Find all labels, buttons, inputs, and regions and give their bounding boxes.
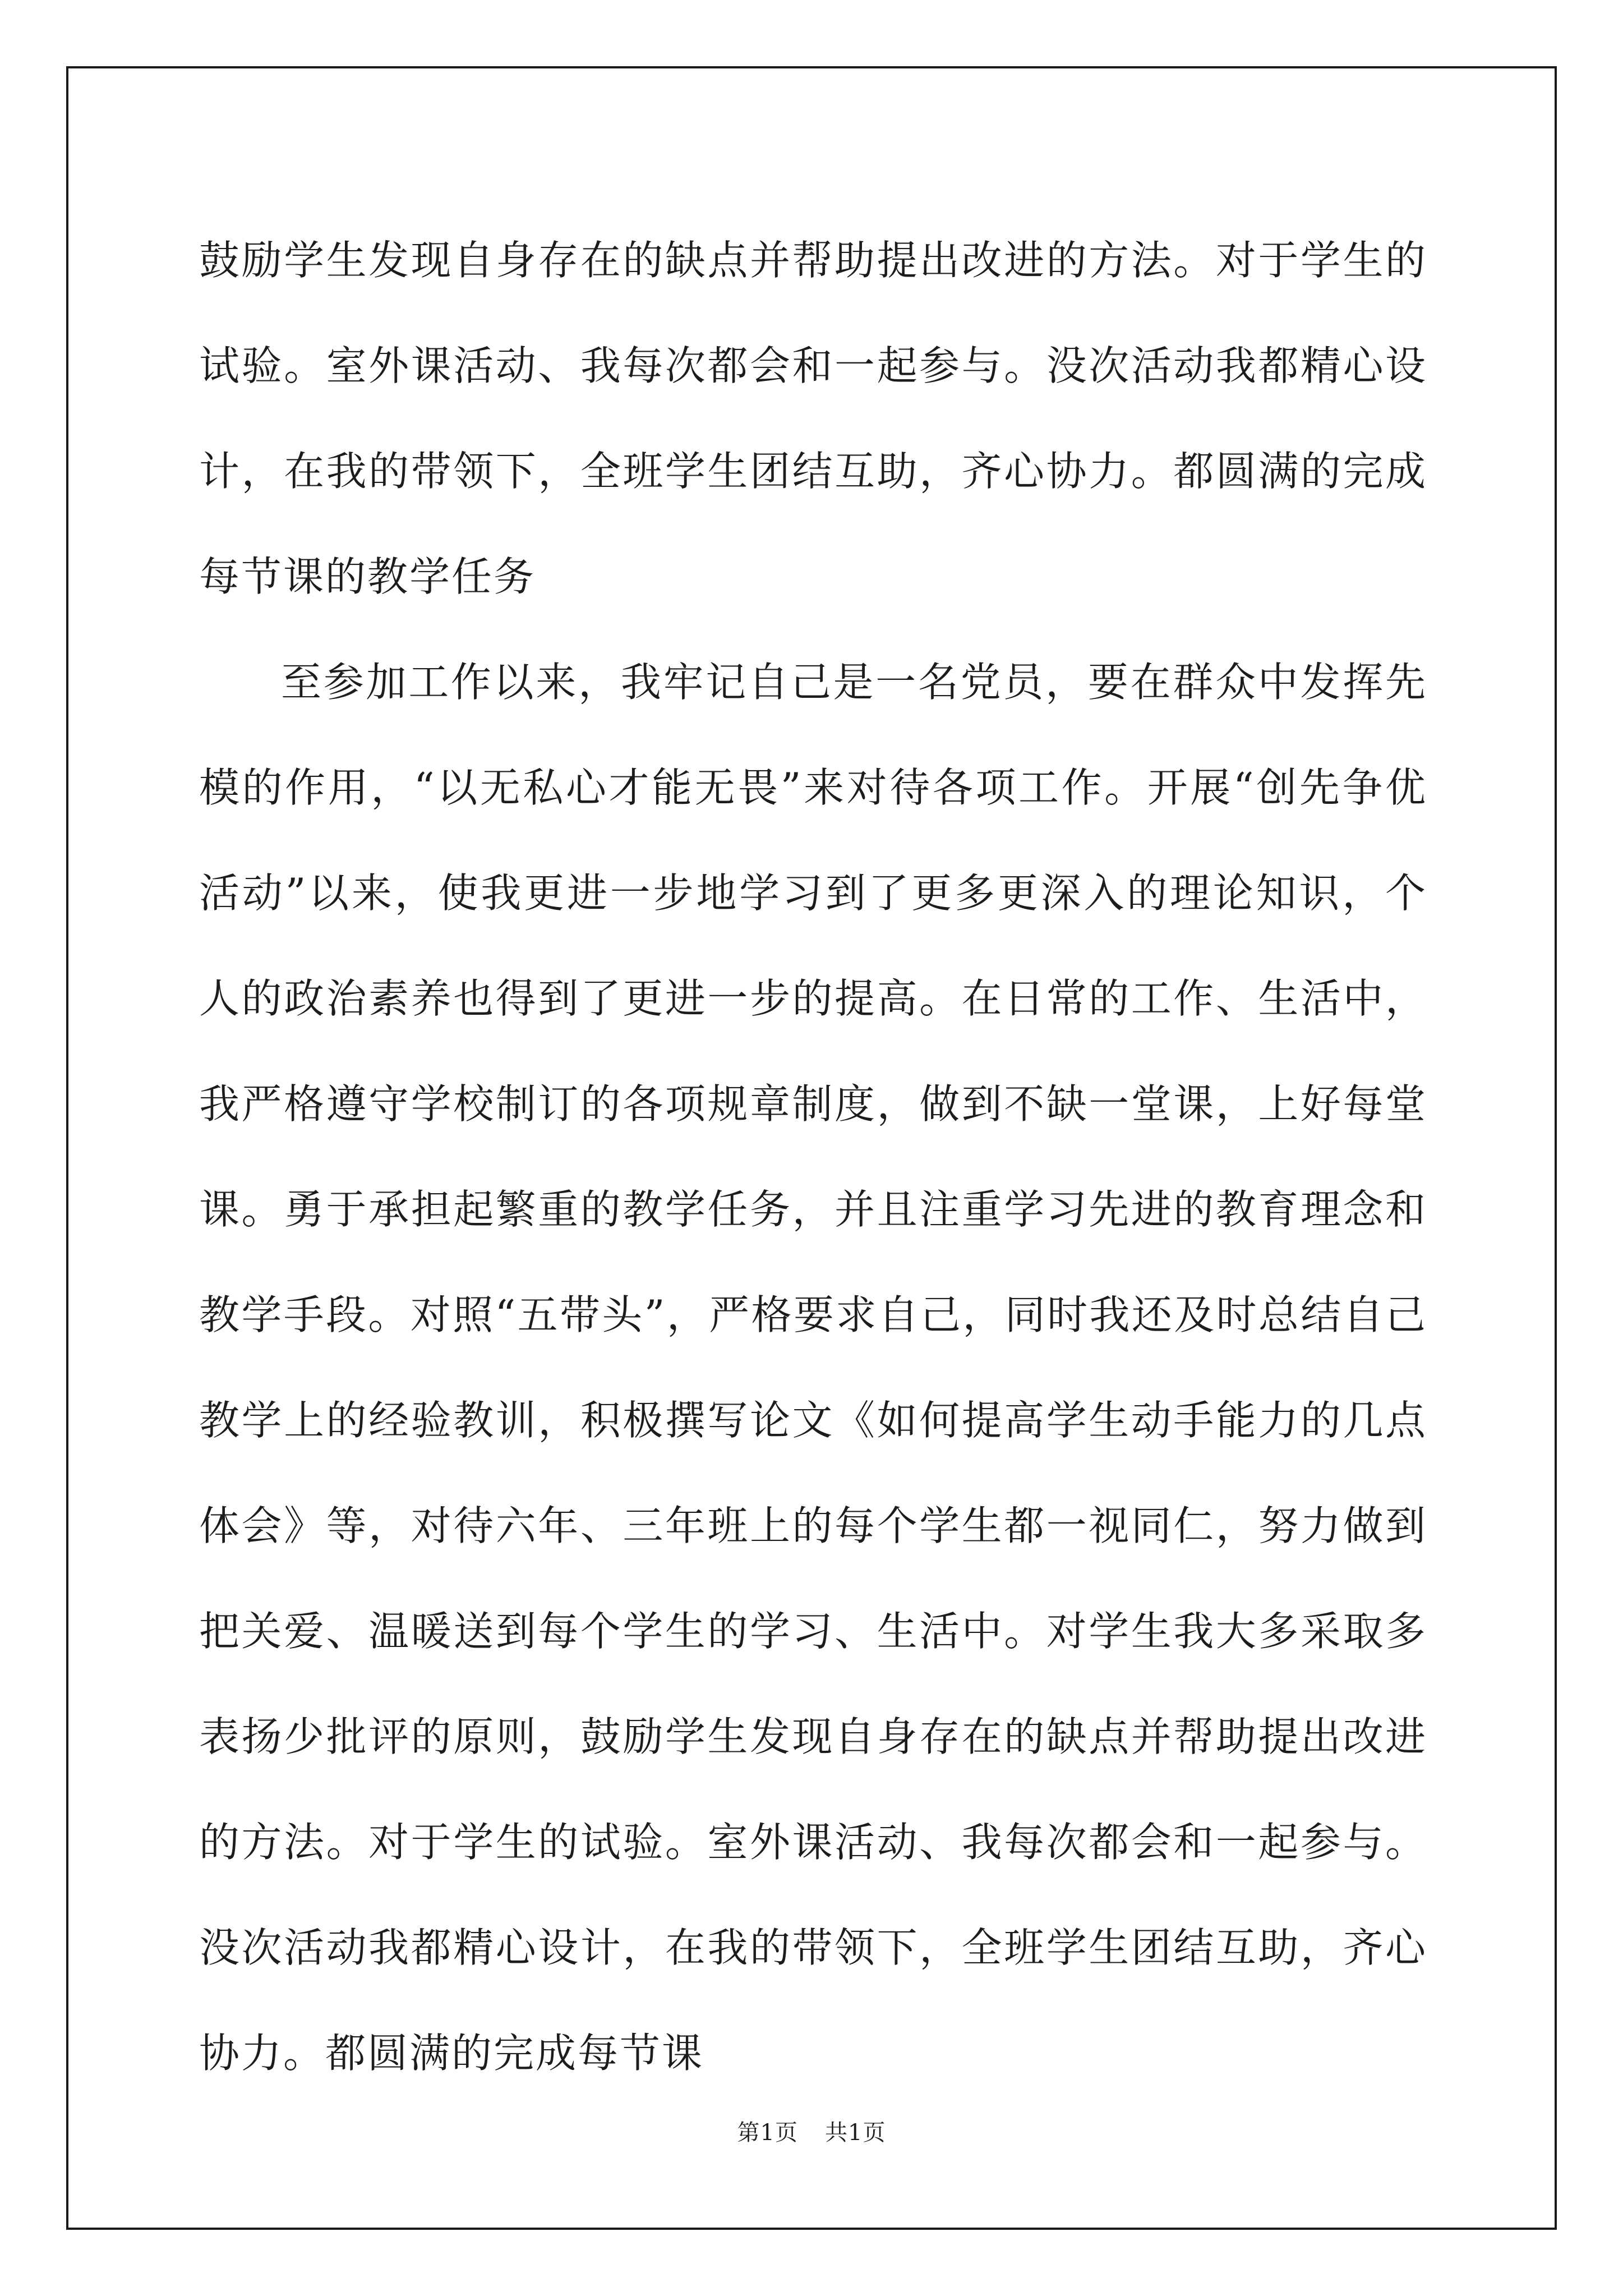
page-footer	[0, 2115, 1623, 2147]
document-body	[199, 208, 1427, 2106]
page-number: 第1页	[737, 2120, 798, 2146]
page-total: 共1页	[825, 2120, 886, 2146]
paragraph-1: 鼓励学生发现自身存在的缺点并帮助提出改进的方法。对于学生的试验。室外课活动、我每次都会和一起参与。没次活动我都精心设计，在我的带领下，全班学生团结互助，齐心协力。都圆满的完成每节课的教学任务	[199, 237, 1427, 600]
paragraph-2: 至参加工作以来，我牢记自己是一名党员，要在群众中发挥先模的作用，“以无私心才能无畏”来对待各项工作。开展“创先争优活动”以来，使我更进一步地学习到了更多更深入的理论知识，个人的政治素养也得到了更进一步的提高。在日常的工作、生活中，我严格遵守学校制订的各项规章制度，做到不缺一堂课，上好每堂课。勇于承担起繁重的教学任务，并且注重学习先进的教育理念和教学手段。对照“五带头”，严格要求自己，同时我还及时总结自己教学上的经验教训，积极撰写论文《如何提高学生动手能力的几点体会》等，对待六年、三年班上的每个学生都一视同仁，努力做到把关爱、温暖送到每个学生的学习、生活中。对学生我大多采取多表扬少批评的原则，鼓励学生发现自身存在的缺点并帮助提出改进的方法。对于学生的试验。室外课活动、我每次都会和一起参与。没次活动我都精心设计，在我的带领下，全班学生团结互助，齐心协力。都圆满的完成每节课	[199, 659, 1427, 2077]
